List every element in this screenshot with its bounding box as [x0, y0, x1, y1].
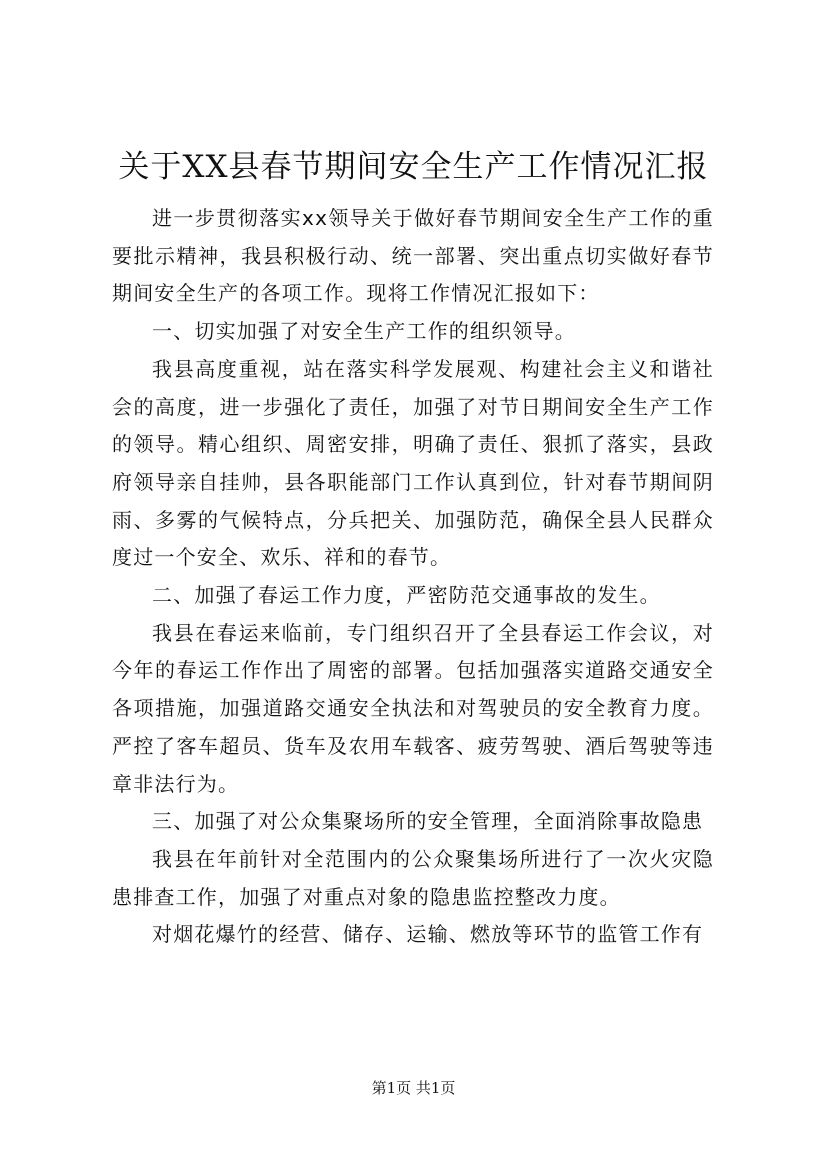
page-number-footer: 第1页 共1页 [371, 1079, 456, 1097]
section-heading-2: 二、加强了春运工作力度，严密防范交通事故的发生。 [152, 583, 661, 608]
paragraph-intro: 进一步贯彻落实xx领导关于做好春节期间安全生产工作的重要批示精神，我县积极行动、统一部署、突出重点切实做好春节期间安全生产的各项工作。现将工作情况汇报如下： [112, 206, 714, 306]
paragraph-section-3: 我县在年前针对全范围内的公众聚集场所进行了一次火灾隐患排查工作，加强了对重点对象的隐患监控整改力度。 [112, 846, 714, 909]
section-heading-1: 一、切实加强了对安全生产工作的组织领导。 [152, 319, 576, 344]
document-title: 关于XX县春节期间安全生产工作情况汇报 [118, 149, 709, 185]
paragraph-section-2: 我县在春运来临前，专门组织召开了全县春运工作会议，对今年的春运工作作出了周密的部署。包括加强落实道路交通安全各项措施，加强道路交通安全执法和对驾驶员的安全教育力度。严控了客车超员、货车及农用车载客、疲劳驾驶、酒后驾驶等违章非法行为。 [112, 620, 714, 796]
section-heading-3: 三、加强了对公众集聚场所的安全管理，全面消除事故隐患 [152, 809, 704, 834]
document-body [112, 200, 714, 954]
paragraph-section-1: 我县高度重视，站在落实科学发展观、构建社会主义和谐社会的高度，进一步强化了责任，加强了对节日期间安全生产工作的领导。精心组织、周密安排，明确了责任、狠抓了落实，县政府领导亲自挂帅，县各职能部门工作认真到位，针对春节期间阴雨、多雾的气候特点，分兵把关、加强防范，确保全县人民群众度过一个安全、欢乐、祥和的春节。 [112, 356, 714, 570]
paragraph-fireworks: 对烟花爆竹的经营、储存、运输、燃放等环节的监管工作有 [152, 922, 704, 947]
